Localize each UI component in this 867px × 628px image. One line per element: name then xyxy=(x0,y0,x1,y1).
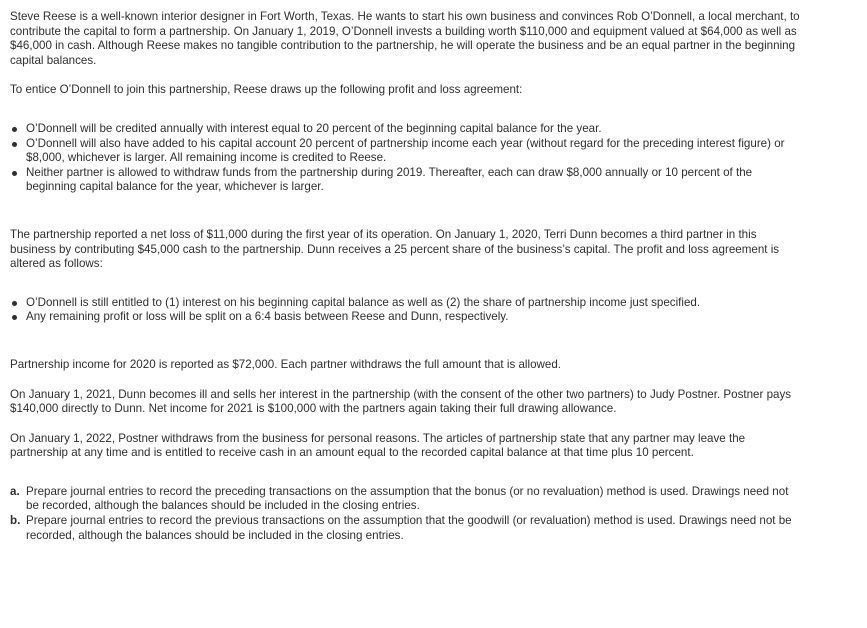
task-item-a xyxy=(10,485,800,514)
postner-withdrawal-paragraph: On January 1, 2022, Postner withdraws from the business for personal reasons. The articles of partnership state that any partner may leave the partnership at any time and is entitled to receive cash in an amount equal to the recorded capital balance at that time plus 10 percent. xyxy=(10,431,746,460)
task-list xyxy=(10,485,800,543)
task-item-b xyxy=(10,514,800,543)
agreement-item-withdrawals: Neither partner is allowed to withdraw funds from the partnership during 2019. Thereafter, each can draw $8,000 annually or 10 percent of the beginning capital balance for the year, whichever is larger. xyxy=(10,166,800,195)
task-text-b: Prepare journal entries to record the previous transactions on the assumption that the goodwill (or revaluation) method is used. Drawings need not be recorded, although the balances should be included in the closing entries. xyxy=(26,514,792,542)
task-label-a: a. xyxy=(10,484,20,498)
altered-agreement-list xyxy=(10,296,800,325)
entice-paragraph: To entice O’Donnell to join this partnership, Reese draws up the following profit and loss agreement: xyxy=(10,83,523,97)
task-label-b: b. xyxy=(10,514,21,528)
net-loss-paragraph: The partnership reported a net loss of $11,000 during the first year of its operation. On January 1, 2020, Terri Dunn becomes a third partner in this business by contributing $45,000 cash to the partnership. Dunn receives a 25 percent share of the business’s capital. The profit and loss agreement is altered as follows: xyxy=(10,227,780,271)
task-text-a: Prepare journal entries to record the preceding transactions on the assumption that the bonus (or no revaluation) method is used. Drawings need not be recorded, although the balances should be included in the closing entries. xyxy=(26,484,789,513)
altered-item-odonnell: O’Donnell is still entitled to (1) interest on his beginning capital balance as well as (2) the share of partnership income just specified. xyxy=(10,296,800,311)
agreement-item-interest: O’Donnell will be credited annually with interest equal to 20 percent of the beginning capital balance for the year. xyxy=(10,122,800,137)
agreement-item-income-share: O’Donnell will also have added to his capital account 20 percent of partnership income each year (without regard for the preceding interest figure) or $8,000, whichever is larger. All remaining income is credited to Reese. xyxy=(10,137,800,166)
dunn-sale-paragraph: On January 1, 2021, Dunn becomes ill and sells her interest in the partnership (with the consent of the other two partners) to Judy Postner. Postner pays $140,000 directly to Dunn. Net income for 2021 is $100,000 with the partners again taking their full drawing allowance. xyxy=(10,387,792,416)
altered-item-split: Any remaining profit or loss will be split on a 6:4 basis between Reese and Dunn, respectively. xyxy=(10,310,800,325)
income-2020-paragraph: Partnership income for 2020 is reported as $72,000. Each partner withdraws the full amount that is allowed. xyxy=(10,357,562,371)
intro-paragraph: Steve Reese is a well-known interior designer in Fort Worth, Texas. He wants to start his own business and convinces Rob O’Donnell, a local merchant, to contribute the capital to form a partnership. On January 1, 2019, O’Donnell invests a building worth $110,000 and equipment valued at $64,000 as well as $46,000 in cash. Although Reese makes no tangible contribution to the partnership, he will operate the business and be an equal partner in the beginning capital balances. xyxy=(10,10,800,67)
agreement-list xyxy=(10,122,800,195)
